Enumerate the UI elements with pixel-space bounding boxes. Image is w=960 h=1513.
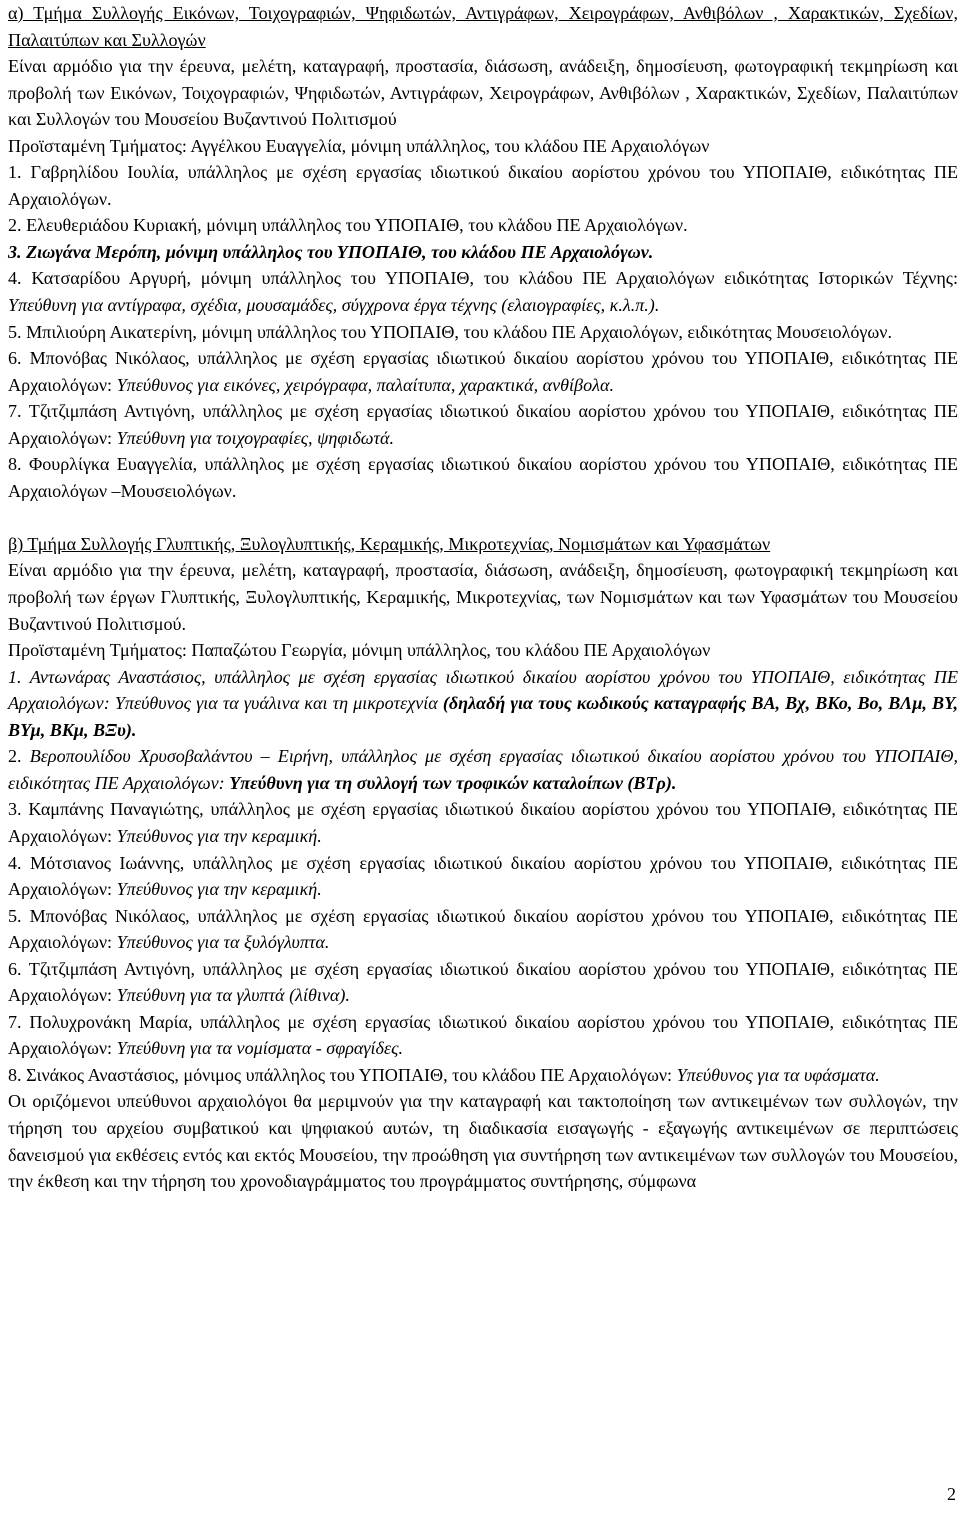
staff-responsibility: Υπεύθυνη για αντίγραφα, σχέδια, μουσαμάδες, σύγχρονα έργα τέχνης (ελαιογραφίες, κ.λ.π.).	[8, 295, 660, 316]
staff-number: 2.	[8, 746, 30, 767]
closing-paragraph: Οι οριζόμενοι υπεύθυνοι αρχαιολόγοι θα μεριμνούν για την καταγραφή και τακτοποίηση των αντικειμένων των συλλογών, την τήρηση του αρχείου συμβατικού και ψηφιακού αυτών, τη διαδικασία εισαγωγής - εξαγωγής αντικειμένων σε περιπτώσεις δανεισμού για εκθέσεις εντός και εκτός Μουσείου, την προώθηση για συντήρηση των αντικειμένων των συλλογών του Μουσείου, την έκθεση και την τήρηση του χρονοδιαγράμματος του προγράμματος συντήρησης, σύμφωνα	[8, 1091, 958, 1192]
section-a-head: Προϊσταμένη Τμήματος: Αγγέλκου Ευαγγελία, μόνιμη υπάλληλος, του κλάδου ΠΕ Αρχαιολόγων	[8, 135, 710, 156]
staff-bold-note: (δηλαδή για τους κωδικούς καταγραφής ΒΑ, Βχ, ΒΚο, Βο, ΒΛμ, ΒΥ, ΒΥμ, ΒΚμ, ΒΞυ).	[8, 693, 959, 740]
staff-responsibility: Υπεύθυνος για τα ξυλόγλυπτα.	[116, 932, 330, 953]
section-b-staff-1	[8, 664, 958, 744]
staff-text: 6. Μπονόβας Νικόλαος, υπάλληλος με σχέση εργασίας ιδιωτικού δικαίου αορίστου χρόνου του ΥΠΟΠΑΙΘ, ειδικότητας ΠΕ Αρχαιολόγων:	[8, 348, 958, 395]
section-a-heading-text: α) Τμήμα Συλλογής Εικόνων, Τοιχογραφιών, Ψηφιδωτών, Αντιγράφων, Χειρογράφων, Ανθιβόλων , Χαρακτικών, Σχεδίων, Παλαιτύπων και Συλλογών	[8, 3, 958, 50]
section-b-heading	[8, 531, 958, 558]
section-b-head: Προϊσταμένη Τμήματος: Παπαζώτου Γεωργία, μόνιμη υπάλληλος, του κλάδου ΠΕ Αρχαιολόγων	[8, 640, 711, 661]
section-a-heading	[8, 0, 958, 53]
staff-text: 7. Πολυχρονάκη Μαρία, υπάλληλος με σχέση εργασίας ιδιωτικού δικαίου αορίστου χρόνου του ΥΠΟΠΑΙΘ, ειδικότητας ΠΕ Αρχαιολόγων:	[8, 1011, 958, 1059]
section-a-staff-3: 3. Ζιωγάνα Μερόπη, μόνιμη υπάλληλος του ΥΠΟΠΑΙΘ, του κλάδου ΠΕ Αρχαιολόγων.	[8, 241, 654, 262]
section-spacer	[8, 504, 958, 531]
section-a-staff-6	[8, 345, 958, 398]
staff-responsibility: Υπεύθυνος για εικόνες, χειρόγραφα, παλαίτυπα, χαρακτικά, ανθίβολα.	[116, 374, 614, 395]
section-b-staff-3	[8, 796, 958, 849]
section-b-staff-2	[8, 743, 958, 796]
section-b-heading-text: β) Τμήμα Συλλογής Γλυπτικής, Ξυλογλυπτικής, Κεραμικής, Μικροτεχνίας, Νομισμάτων και Υφασμάτων	[8, 533, 771, 554]
staff-text: 1. Αντωνάρας Αναστάσιος, υπάλληλος με σχέση εργασίας ιδιωτικού δικαίου αορίστου χρόνου του ΥΠΟΠΑΙΘ, ειδικότητας ΠΕ Αρχαιολόγων: Υπεύθυνος για τα γυάλινα και τη μικροτεχνία	[8, 666, 958, 714]
staff-responsibility: Υπεύθυνος για τα υφάσματα.	[676, 1064, 880, 1085]
section-a-staff-2: 2. Ελευθεριάδου Κυριακή, μόνιμη υπάλληλος του ΥΠΟΠΑΙΘ, του κλάδου ΠΕ Αρχαιολόγων.	[8, 215, 688, 236]
section-a-staff-8: 8. Φουρλίγκα Ευαγγελία, υπάλληλος με σχέση εργασίας ιδιωτικού δικαίου αορίστου χρόνου του ΥΠΟΠΑΙΘ, ειδικότητας ΠΕ Αρχαιολόγων –Μουσειολόγων.	[8, 454, 958, 501]
staff-text: Βεροπουλίδου Χρυσοβαλάντου – Ειρήνη, υπάλληλος με σχέση εργασίας ιδιωτικού δικαίου αορίστου χρόνου του ΥΠΟΠΑΙΘ, ειδικότητας ΠΕ Αρχαιολόγων:	[8, 746, 958, 793]
staff-text: 7. Τζιτζιμπάση Αντιγόνη, υπάλληλος με σχέση εργασίας ιδιωτικού δικαίου αορίστου χρόνου του ΥΠΟΠΑΙΘ, ειδικότητας ΠΕ Αρχαιολόγων:	[8, 401, 958, 448]
staff-text: 3. Καμπάνης Παναγιώτης, υπάλληλος με σχέση εργασίας ιδιωτικού δικαίου αορίστου χρόνου του ΥΠΟΠΑΙΘ, ειδικότητας ΠΕ Αρχαιολόγων:	[8, 799, 958, 846]
section-b-description: Είναι αρμόδιο για την έρευνα, μελέτη, καταγραφή, προστασία, διάσωση, ανάδειξη, δημοσίευση, φωτογραφική τεκμηρίωση και προβολή των έργων Γλυπτικής, Ξυλογλυπτικής, Κεραμικής, Μικροτεχνίας, των Νομισμάτων και των Υφασμάτων του Μουσείου Βυζαντινού Πολιτισμού.	[8, 560, 958, 634]
staff-text: 4. Κατσαρίδου Αργυρή, μόνιμη υπάλληλος του ΥΠΟΠΑΙΘ, του κλάδου ΠΕ Αρχαιολόγων ειδικότητας Ιστορικών Τέχνης:	[8, 268, 958, 289]
section-b-staff-6	[8, 956, 958, 1009]
section-a-staff-5: 5. Μπιλιούρη Αικατερίνη, μόνιμη υπάλληλος του ΥΠΟΠΑΙΘ, του κλάδου ΠΕ Αρχαιολόγων, ειδικότητας Μουσειολόγων.	[8, 321, 893, 342]
section-a-description: Είναι αρμόδιο για την έρευνα, μελέτη, καταγραφή, προστασία, διάσωση, ανάδειξη, δημοσίευση, φωτογραφική τεκμηρίωση και προβολή των Εικόνων, Τοιχογραφιών, Ψηφιδωτών, Αντιγράφων, Χειρογράφων, Ανθιβόλων , Χαρακτικών, Σχεδίων, Παλαιτύπων και Συλλογών του Μουσείου Βυζαντινού Πολιτισμού	[8, 56, 958, 130]
staff-text: 6. Τζιτζιμπάση Αντιγόνη, υπάλληλος με σχέση εργασίας ιδιωτικού δικαίου αορίστου χρόνου του ΥΠΟΠΑΙΘ, ειδικότητας ΠΕ Αρχαιολόγων:	[8, 958, 958, 1006]
staff-responsibility: Υπεύθυνη για τα νομίσματα - σφραγίδες.	[116, 1038, 403, 1059]
staff-bold-note: Υπεύθυνη για τη συλλογή των τροφικών καταλοίπων (ΒΤρ).	[229, 772, 677, 793]
section-a-staff-7	[8, 398, 958, 451]
staff-responsibility: Υπεύθυνος για την κεραμική.	[116, 825, 322, 846]
section-a-staff-4	[8, 265, 958, 318]
section-b-staff-4	[8, 850, 958, 903]
document-page	[8, 0, 958, 1195]
section-b-staff-8	[8, 1062, 958, 1089]
staff-text: 4. Μότσιανος Ιωάννης, υπάλληλος με σχέση εργασίας ιδιωτικού δικαίου αορίστου χρόνου του ΥΠΟΠΑΙΘ, ειδικότητας ΠΕ Αρχαιολόγων:	[8, 852, 958, 900]
section-b-staff-5	[8, 903, 958, 956]
staff-responsibility: Υπεύθυνη για τα γλυπτά (λίθινα).	[116, 985, 350, 1006]
section-b-staff-7	[8, 1009, 958, 1062]
section-a-staff-1: 1. Γαβρηλίδου Ιουλία, υπάλληλος με σχέση εργασίας ιδιωτικού δικαίου αορίστου χρόνου του ΥΠΟΠΑΙΘ, ειδικότητας ΠΕ Αρχαιολόγων.	[8, 162, 958, 209]
staff-text: 8. Σινάκος Αναστάσιος, μόνιμος υπάλληλος του ΥΠΟΠΑΙΘ, του κλάδου ΠΕ Αρχαιολόγων:	[8, 1064, 677, 1085]
staff-text: 5. Μπονόβας Νικόλαος, υπάλληλος με σχέση εργασίας ιδιωτικού δικαίου αορίστου χρόνου του ΥΠΟΠΑΙΘ, ειδικότητας ΠΕ Αρχαιολόγων:	[8, 905, 958, 953]
staff-responsibility: Υπεύθυνη για τοιχογραφίες, ψηφιδωτά.	[116, 427, 395, 448]
staff-responsibility: Υπεύθυνος για την κεραμική.	[116, 879, 322, 900]
page-number: 2	[947, 1484, 956, 1504]
